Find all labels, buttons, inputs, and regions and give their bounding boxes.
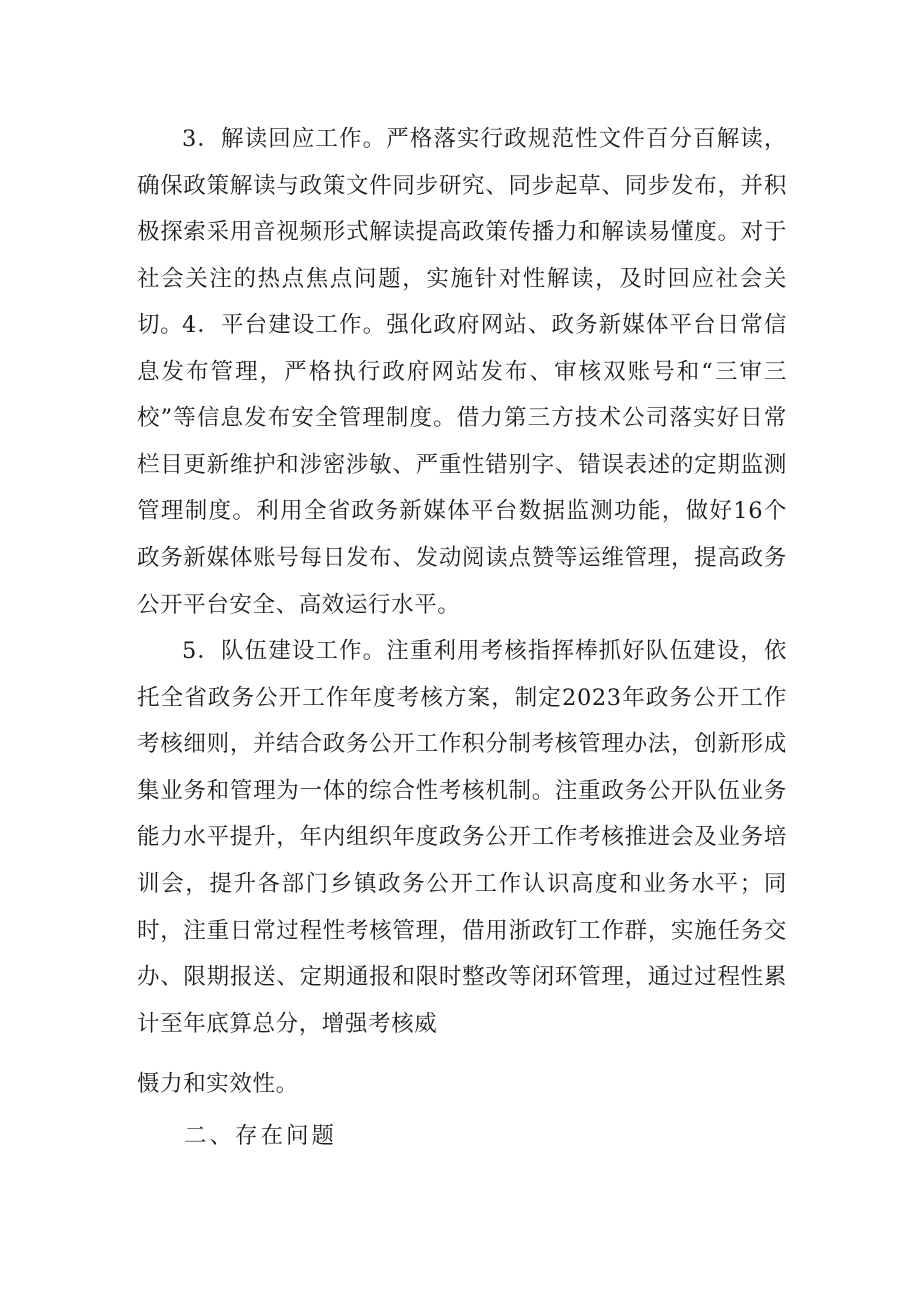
paragraph-continuation-line: 慑力和实效性。 [137,1071,299,1097]
paragraph-platform-construction: 4．平台建设工作。强化政府网站、政务新媒体平台日常信息发布管理，严格执行政府网站发布、审核双账号和“三审三校”等信息发布安全管理制度。借力第三方技术公司落实好日常栏目更新维护和涉密涉敏、严重性错别字、错误表述的定期监测管理制度。利用全省政务新媒体平台数据监测功能，做好16个政务新媒体账号每日发布、发动阅读点赞等运维管理，提高政务公开平台安全、高效运行水平。 [137,312,787,618]
paragraph-interpretation-response: 3．解读回应工作。严格落实行政规范性文件百分百解读，确保政策解读与政策文件同步研究、同步起草、同步发布，并积极探索采用音视频形式解读提高政策传播力和解读易懂度。对于社会关注的热点焦点问题，实施针对性解读，及时回应社会关切。 [137,126,787,339]
section-heading-existing-problems: 二、存在问题 [184,1123,338,1149]
paragraph-team-building: 5．队伍建设工作。注重利用考核指挥棒抓好队伍建设，依托全省政务公开工作年度考核方案，制定2023年政务公开工作考核细则，并结合政务公开工作积分制考核管理办法，创新形成集业务和管理为一体的综合性考核机制。注重政务公开队伍业务能力水平提升，年内组织年度政务公开工作考核推进会及业务培训会，提升各部门乡镇政务公开工作认识高度和业务水平；同时，注重日常过程性考核管理，借用浙政钉工作群，实施任务交办、限期报送、定期通报和限时整改等闭环管理，通过过程性累计至年底算总分，增强考核威 [137,638,787,1037]
